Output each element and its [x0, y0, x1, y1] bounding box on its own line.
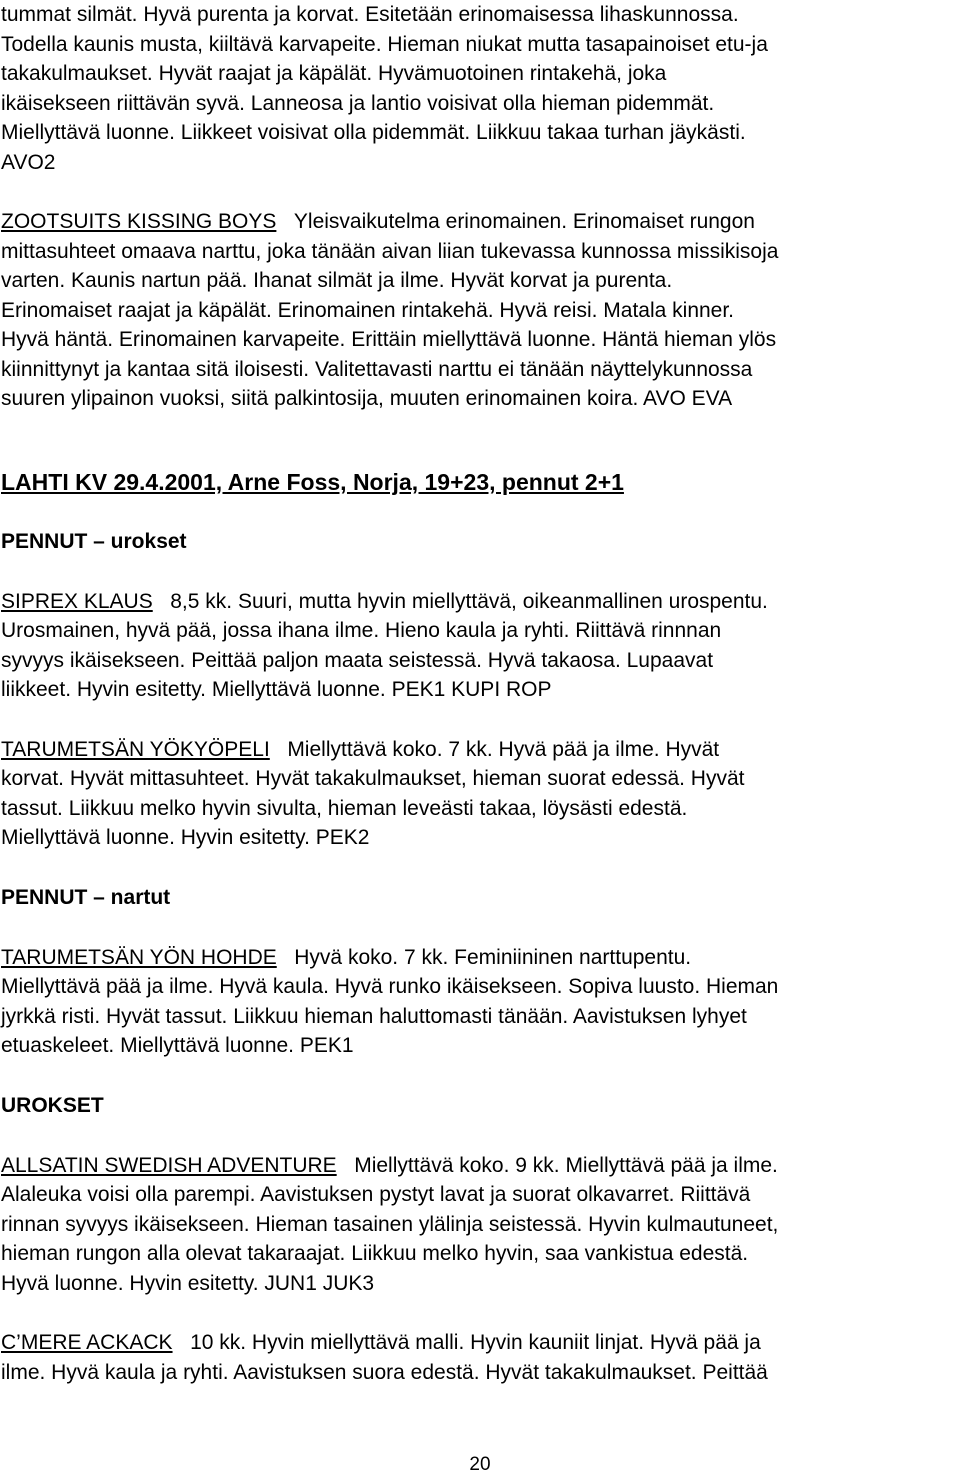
- spacer: [1, 1298, 956, 1328]
- show-heading: LAHTI KV 29.4.2001, Arne Foss, Norja, 19+23, pennut 2+1: [1, 468, 624, 495]
- page-number: 20: [469, 1454, 491, 1475]
- text-line: Hyvä luonne. Hyvin esitetty. JUN1 JUK3: [1, 1271, 375, 1295]
- spacer: [1, 414, 956, 467]
- text-line: rinnan syvyys ikäisekseen. Hieman tasainen ylälinja seistessä. Hyvin kulmautuneet,: [1, 1212, 779, 1236]
- spacer: [1, 853, 956, 883]
- text-line: tummat silmät. Hyvä purenta ja korvat. Esitetään erinomaisessa lihaskunnossa.: [1, 3, 739, 26]
- dog-entry-yon-hohde: [1, 943, 956, 1061]
- entry-first-line: [1, 1328, 956, 1358]
- text-line: varten. Kaunis nartun pää. Ihanat silmät ja ilme. Hyvät korvat ja purenta.: [1, 269, 673, 292]
- text-line: jyrkkä risti. Hyvät tassut. Liikkuu hieman haluttomasti tänään. Aavistuksen lyhyet: [1, 1004, 747, 1028]
- text-line: Miellyttävä luonne. Hyvin esitetty. PEK2: [1, 826, 370, 849]
- class-heading-puppy-males: PENNUT – urokset: [1, 529, 187, 553]
- spacer: [1, 557, 956, 587]
- class-heading-males: UROKSET: [1, 1093, 104, 1117]
- entry-text: Miellyttävä koko. 7 kk. Hyvä pää ja ilme. Hyvät: [287, 737, 720, 761]
- dog-entry-allsatin: [1, 1151, 956, 1299]
- dog-entry-siprex: [1, 587, 956, 705]
- entry-text: 8,5 kk. Suuri, mutta hyvin miellyttävä, oikeanmallinen urospentu.: [170, 589, 768, 613]
- spacer: [1, 705, 956, 735]
- entry-first-line: [1, 587, 956, 617]
- dog-name: TARUMETSÄN YÖN HOHDE: [1, 945, 277, 969]
- dog-name: ALLSATIN SWEDISH ADVENTURE: [1, 1153, 337, 1177]
- dog-name: TARUMETSÄN YÖKYÖPELI: [1, 737, 270, 761]
- text-line: takakulmaukset. Hyvät raajat ja käpälät. Hyvämuotoinen rintakehä, joka: [1, 62, 667, 85]
- text-line: AVO2: [1, 150, 56, 174]
- text-line: kiinnittynyt ja kantaa sitä iloisesti. Valitettavasti narttu ei tänään näyttelykunnossa: [1, 357, 753, 381]
- text-line: tassut. Liikkuu melko hyvin sivulta, hieman leveästi takaa, löysästi edestä.: [1, 796, 688, 820]
- dog-name: SIPREX KLAUS: [1, 589, 153, 613]
- text-line: Alaleuka voisi olla parempi. Aavistuksen pystyt lavat ja suorat olkavarret. Riittävä: [1, 1183, 751, 1206]
- text-line: Miellyttävä pää ja ilme. Hyvä kaula. Hyvä runko ikäisekseen. Sopiva luusto. Hieman: [1, 975, 779, 998]
- entry-first-line: [1, 943, 956, 973]
- text-line: syvyys ikäisekseen. Peittää paljon maata seistessä. Hyvä takaosa. Lupaavat: [1, 648, 714, 672]
- spacer: [1, 497, 956, 527]
- spacer: [1, 1121, 956, 1151]
- entry-text: Yleisvaikutelma erinomainen. Erinomaiset rungon: [293, 210, 755, 233]
- intro-paragraph: [1, 0, 956, 177]
- dog-name: C’MERE ACKACK: [1, 1331, 173, 1354]
- entry-text: 10 kk. Hyvin miellyttävä malli. Hyvin kauniit linjat. Hyvä pää ja: [190, 1331, 761, 1354]
- entry-first-line: [1, 735, 956, 765]
- text-line: Hyvä häntä. Erinomainen karvapeite. Erittäin miellyttävä luonne. Häntä hieman ylös: [1, 328, 777, 351]
- entry-first-line: [1, 1151, 956, 1181]
- text-line: Urosmainen, hyvä pää, jossa ihana ilme. Hieno kaula ja ryhti. Riittävä rinnnan: [1, 619, 722, 642]
- text-line: ikäisekseen riittävän syvä. Lanneosa ja lantio voisivat olla hieman pidemmät.: [1, 91, 715, 115]
- text-line: mittasuhteet omaava narttu, joka tänään aivan liian tukevassa kunnossa missikisoja: [1, 239, 779, 263]
- dog-entry-yokyopeli: [1, 735, 956, 853]
- spacer: [1, 913, 956, 943]
- text-line: suuren ylipainon vuoksi, siitä palkintosija, muuten erinomainen koira. AVO EVA: [1, 387, 733, 410]
- text-line: ilme. Hyvä kaula ja ryhti. Aavistuksen suora edestä. Hyvät takakulmaukset. Peittää: [1, 1360, 768, 1384]
- spacer: [1, 177, 956, 207]
- dog-name: ZOOTSUITS KISSING BOYS: [1, 210, 277, 233]
- entry-first-line: [1, 207, 956, 237]
- text-line: hieman rungon alla olevat takaraajat. Liikkuu melko hyvin, saa vankistua edestä.: [1, 1242, 749, 1265]
- dog-entry-cmere: [1, 1328, 956, 1387]
- spacer: [1, 1061, 956, 1091]
- text-line: Erinomaiset raajat ja käpälät. Erinomainen rintakehä. Hyvä reisi. Matala kinner.: [1, 298, 735, 322]
- text-line: etuaskeleet. Miellyttävä luonne. PEK1: [1, 1034, 354, 1057]
- text-line: korvat. Hyvät mittasuhteet. Hyvät takakulmaukset, hieman suorat edessä. Hyvät: [1, 767, 745, 790]
- entry-text: Miellyttävä koko. 9 kk. Miellyttävä pää ja ilme.: [354, 1153, 778, 1177]
- entry-text: Hyvä koko. 7 kk. Feminiininen narttupentu.: [294, 945, 692, 969]
- text-line: Miellyttävä luonne. Liikkeet voisivat olla pidemmät. Liikkuu takaa turhan jäykästi.: [1, 121, 746, 144]
- text-line: liikkeet. Hyvin esitetty. Miellyttävä luonne. PEK1 KUPI ROP: [1, 678, 552, 701]
- text-line: Todella kaunis musta, kiiltävä karvapeite. Hieman niukat mutta tasapainoiset etu-ja: [1, 32, 768, 56]
- dog-entry-zootsuits: [1, 207, 956, 414]
- class-heading-puppy-females: PENNUT – nartut: [1, 885, 171, 909]
